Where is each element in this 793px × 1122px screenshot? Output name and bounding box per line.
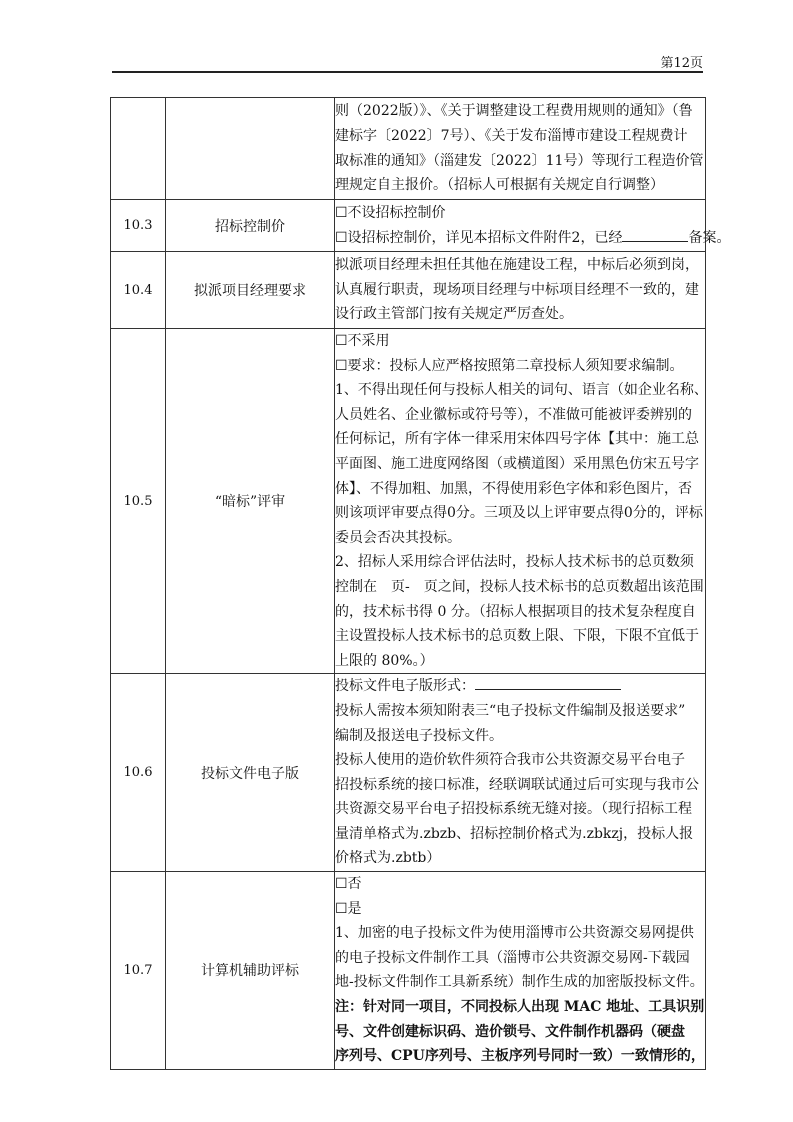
content-line bbox=[335, 674, 705, 699]
content-line: 认真履行职责，现场项目经理与中标项目经理不一致的，建 bbox=[335, 281, 699, 298]
content-line: 人员姓名、企业徽标或符号等），不准做可能被评委辨别的 bbox=[335, 406, 692, 423]
content-line-bold: 注：针对同一项目，不同投标人出现 MAC 地址、工具识别 bbox=[335, 999, 705, 1016]
content-line: 体】、不得加粗、加黑，不得使用彩色字体和彩色图片，否 bbox=[335, 480, 692, 497]
content-line: 上限的 80%。） bbox=[335, 652, 434, 669]
content-line: 委员会否决其投标。 bbox=[335, 529, 461, 546]
content-line: 投标人使用的造价软件须符合我市公共资源交易平台电子 bbox=[335, 752, 685, 769]
content-line: 量清单格式为.zbzb、招标控制价格式为.zbkzj，投标人报 bbox=[335, 825, 694, 842]
content-text: 备案。 bbox=[688, 229, 731, 246]
row-content bbox=[335, 200, 731, 252]
content-line: 控制在 页- 页之间，投标人技术标书的总页数超出该范围 bbox=[335, 578, 704, 595]
table-row bbox=[111, 674, 706, 872]
content-line: 平面图、施工进度网络图（或横道图）采用黑色仿宋五号字 bbox=[335, 455, 699, 472]
row-label: “暗标”评审 bbox=[166, 329, 335, 674]
content-line: 1、不得出现任何与投标人相关的词句、语言（如企业名称、 bbox=[335, 382, 708, 399]
content-line: 1、加密的电子投标文件为使用淄博市公共资源交易网提供 bbox=[335, 925, 694, 942]
content-line: 的电子投标文件制作工具（淄博市公共资源交易网-下载园 bbox=[335, 949, 690, 966]
table-row bbox=[111, 98, 706, 200]
row-content bbox=[335, 329, 706, 674]
row-content bbox=[335, 98, 706, 200]
row-number: 10.6 bbox=[111, 674, 166, 872]
content-line-bold: 序列号、CPU序列号、主板序列号同时一致）一致情形的， bbox=[335, 1048, 705, 1065]
row-number: 10.4 bbox=[111, 252, 166, 329]
content-line: ☐要求：投标人应严格按照第二章投标人须知要求编制。 bbox=[335, 357, 684, 374]
content-text: ☐设招标控制价，详见本招标文件附件2，已经 bbox=[335, 229, 623, 246]
row-label: 投标文件电子版 bbox=[166, 674, 335, 872]
content-line-bold: 号、文件创建标识码、造价锁号、文件制作机器码（硬盘 bbox=[335, 1023, 685, 1040]
content-line: ☐不设招标控制价 bbox=[335, 204, 446, 221]
content-line: 的，技术标书得 0 分。（招标人根据项目的技术复杂程度自 bbox=[335, 603, 696, 620]
content-line: 任何标记，所有字体一律采用宋体四号字体【其中：施工总 bbox=[335, 431, 699, 448]
content-line: 共资源交易平台电子招投标系统无缝对接。（现行招标工程 bbox=[335, 801, 692, 818]
row-label: 招标控制价 bbox=[166, 200, 335, 252]
content-line: 投标人需按本须知附表三“电子投标文件编制及报送要求” bbox=[335, 702, 686, 719]
row-number: 10.5 bbox=[111, 329, 166, 674]
row-number: 10.7 bbox=[111, 872, 166, 1070]
content-line: 拟派项目经理未担任其他在施建设工程，中标后必须到岗， bbox=[335, 257, 699, 274]
content-line: 2、招标人采用综合评估法时，投标人技术标书的总页数须 bbox=[335, 554, 694, 571]
content-line: 则该项评审要点得0分。三项及以上评审要点得0分的，评标 bbox=[335, 505, 703, 522]
content-line: 取标准的通知》（淄建发〔2022〕11号）等现行工程造价管 bbox=[335, 152, 704, 169]
content-line: 招投标系统的接口标准，经联调联试通过后可实现与我市公 bbox=[335, 776, 699, 793]
content-line: 理规定自主报价。（招标人可根据有关规定自行调整） bbox=[335, 177, 664, 194]
row-number bbox=[111, 98, 166, 200]
content-line: ☐否 bbox=[335, 876, 362, 893]
row-content bbox=[335, 252, 706, 329]
fill-blank bbox=[475, 689, 621, 690]
row-content bbox=[335, 872, 706, 1070]
fill-blank bbox=[622, 241, 688, 242]
content-line: 主设置投标人技术标书的总页数上限、下限，下限不宜低于 bbox=[335, 628, 699, 645]
table-row bbox=[111, 329, 706, 674]
content-line bbox=[335, 226, 731, 251]
content-line: 地-投标文件制作工具新系统）制作生成的加密版投标文件。 bbox=[335, 974, 704, 991]
content-line: 设行政主管部门按有关规定严厉查处。 bbox=[335, 306, 573, 323]
header-rule bbox=[112, 71, 703, 73]
content-line: 编制及报送电子投标文件。 bbox=[335, 727, 503, 744]
content-line: ☐是 bbox=[335, 900, 362, 917]
content-line: ☐不采用 bbox=[335, 333, 390, 349]
content-line: 则（2022版）》、《关于调整建设工程费用规则的通知》（鲁 bbox=[335, 103, 693, 120]
table-row bbox=[111, 200, 706, 252]
bid-terms-table bbox=[110, 97, 731, 1070]
table-row bbox=[111, 252, 706, 329]
table-row bbox=[111, 872, 706, 1070]
page-number: 第12页 bbox=[660, 56, 703, 71]
content-line: 建标字〔2022〕7号）、《关于发布淄博市建设工程规费计 bbox=[335, 127, 688, 144]
row-number: 10.3 bbox=[111, 200, 166, 252]
row-content bbox=[335, 674, 706, 872]
content-line: 价格式为.zbtb） bbox=[335, 850, 441, 867]
row-label: 拟派项目经理要求 bbox=[166, 252, 335, 329]
row-label bbox=[166, 98, 335, 200]
content-text: 投标文件电子版形式： bbox=[335, 678, 475, 695]
row-label: 计算机辅助评标 bbox=[166, 872, 335, 1070]
